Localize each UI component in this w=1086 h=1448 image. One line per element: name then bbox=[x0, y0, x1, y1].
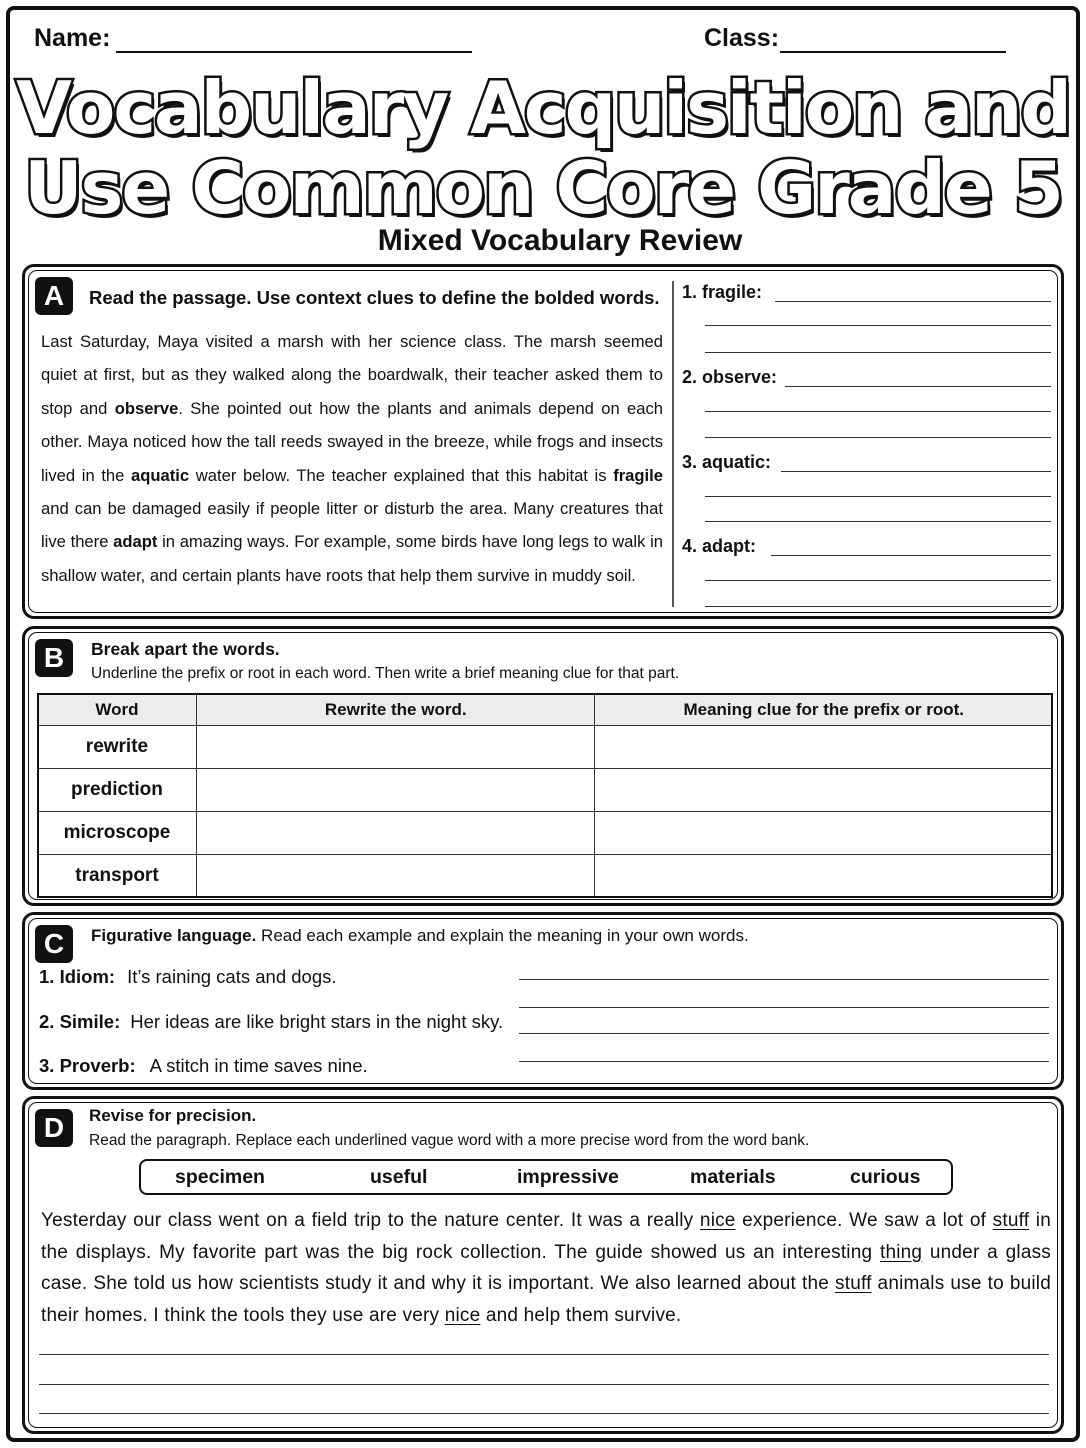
header-meaning-clue: Meaning clue for the prefix or root. bbox=[595, 694, 1053, 726]
word-bank-item: materials bbox=[690, 1166, 776, 1188]
meaning-cell[interactable] bbox=[595, 812, 1053, 855]
answer-line[interactable] bbox=[519, 1061, 1049, 1062]
word-bank-item: curious bbox=[850, 1166, 921, 1188]
name-field[interactable] bbox=[116, 51, 472, 53]
proverb-item bbox=[39, 1055, 368, 1077]
underlined-word: nice bbox=[444, 1304, 481, 1326]
section-d-badge: D bbox=[35, 1109, 73, 1147]
revision-paragraph: Yesterday our class went on a field trip to the nature center. It was a really nice experience. We saw a lot of stuff in the displays. My favorite part was the big rock collection. The guide showed us an interesting thing under a glass case. She told us how scientists study it and why it is important. We also learned about the stuff animals use to build their homes. I think the tools they use are very nice and help them survive. bbox=[41, 1210, 1052, 1326]
word-cell: rewrite bbox=[38, 726, 197, 769]
answer-line[interactable] bbox=[705, 496, 1051, 497]
table-header-row bbox=[38, 694, 1053, 726]
bold-word-observe: observe bbox=[114, 398, 179, 418]
answer-line[interactable] bbox=[705, 606, 1051, 607]
idiom-label: 1. Idiom: bbox=[39, 966, 116, 987]
answer-line[interactable] bbox=[519, 1007, 1049, 1008]
table-row bbox=[38, 855, 1053, 898]
simile-label: 2. Simile: bbox=[39, 1011, 121, 1032]
answer-line[interactable] bbox=[775, 301, 1051, 302]
answer-line[interactable] bbox=[705, 437, 1051, 438]
section-b-title: Break apart the words. bbox=[91, 639, 280, 659]
underlined-word: stuff bbox=[992, 1210, 1030, 1231]
bold-word-fragile: fragile bbox=[613, 465, 663, 485]
word-parts-table bbox=[37, 693, 1053, 898]
bold-word-adapt: adapt bbox=[113, 532, 158, 552]
word-bank-item: useful bbox=[370, 1166, 428, 1188]
word-bank-item: impressive bbox=[517, 1166, 619, 1188]
simile-item bbox=[39, 1011, 503, 1033]
word-cell: microscope bbox=[38, 812, 197, 855]
section-d bbox=[22, 1096, 1064, 1434]
class-label: Class: bbox=[704, 24, 780, 52]
word-cell: transport bbox=[38, 855, 197, 898]
answer-line[interactable] bbox=[519, 979, 1049, 980]
answer-line[interactable] bbox=[705, 325, 1051, 326]
section-d-title: Revise for precision. bbox=[89, 1106, 257, 1125]
meaning-cell[interactable] bbox=[595, 726, 1053, 769]
section-a-divider bbox=[672, 281, 674, 607]
term-aquatic-label: 3. aquatic: bbox=[682, 452, 772, 472]
word-bank bbox=[139, 1159, 953, 1195]
idiom-text: It’s raining cats and dogs. bbox=[127, 966, 337, 987]
name-label: Name: bbox=[34, 24, 111, 52]
rewrite-cell[interactable] bbox=[196, 726, 595, 769]
section-a-badge: A bbox=[35, 277, 73, 315]
rewrite-cell[interactable] bbox=[196, 855, 595, 898]
section-a-passage: Last Saturday, Maya visited a marsh with her science class. The marsh seemed quiet at first, but as they walked along the boardwalk, their teacher asked them to stop and observe. She pointed out how the plants and animals depend on each other. Maya noticed how the tall reeds swayed in the breeze, while frogs and insects lived in the aquatic water below. The teacher explained that this habitat is fragile and can be damaged easily if people litter or disturb the area. Many creatures that live there adapt in amazing ways. For example, some birds have long legs to walk in shallow water, and certain plants have roots that help them survive in muddy soil. bbox=[41, 332, 663, 585]
simile-text: Her ideas are like bright stars in the night sky. bbox=[130, 1011, 504, 1032]
section-b-badge: B bbox=[35, 639, 73, 677]
section-a-instruction: Read the passage. Use context clues to define the bolded words. bbox=[89, 287, 660, 308]
answer-line[interactable] bbox=[771, 555, 1051, 556]
worksheet-title-line1: Vocabulary Acquisition and bbox=[16, 66, 1070, 150]
section-b bbox=[22, 626, 1064, 906]
answer-line[interactable] bbox=[39, 1413, 1049, 1414]
answer-line[interactable] bbox=[39, 1354, 1049, 1355]
header-word: Word bbox=[38, 694, 197, 726]
term-observe-label: 2. observe: bbox=[682, 367, 778, 387]
section-c-badge: C bbox=[35, 925, 73, 963]
section-b-subtitle: Underline the prefix or root in each word. Then write a brief meaning clue for that part. bbox=[91, 665, 680, 682]
worksheet-title-line2: Use Common Core Grade 5 bbox=[24, 146, 1062, 230]
section-c bbox=[22, 912, 1064, 1090]
table-row bbox=[38, 726, 1053, 769]
answer-line[interactable] bbox=[785, 386, 1051, 387]
proverb-label: 3. Proverb: bbox=[39, 1055, 136, 1076]
answer-line[interactable] bbox=[519, 1033, 1049, 1034]
answer-line[interactable] bbox=[705, 411, 1051, 412]
underlined-word: stuff bbox=[835, 1273, 872, 1294]
answer-line[interactable] bbox=[705, 352, 1051, 353]
class-field[interactable] bbox=[780, 51, 1006, 53]
term-fragile-label: 1. fragile: bbox=[682, 282, 763, 302]
header-rewrite: Rewrite the word. bbox=[196, 694, 595, 726]
answer-line[interactable] bbox=[705, 580, 1051, 581]
rewrite-cell[interactable] bbox=[196, 812, 595, 855]
word-bank-item: specimen bbox=[175, 1166, 265, 1188]
idiom-item bbox=[39, 966, 337, 988]
answer-line[interactable] bbox=[39, 1384, 1049, 1385]
rewrite-cell[interactable] bbox=[196, 769, 595, 812]
word-cell: prediction bbox=[38, 769, 197, 812]
underlined-word: thing bbox=[879, 1241, 923, 1263]
underlined-word: nice bbox=[699, 1210, 736, 1231]
proverb-text: A stitch in time saves nine. bbox=[149, 1055, 368, 1076]
meaning-cell[interactable] bbox=[595, 855, 1053, 898]
section-d-subtitle: Read the paragraph. Replace each underlined vague word with a more precise word from the word bank. bbox=[89, 1132, 810, 1149]
worksheet-subtitle: Mixed Vocabulary Review bbox=[377, 224, 743, 257]
table-row bbox=[38, 812, 1053, 855]
section-a bbox=[22, 264, 1064, 619]
section-c-title: Figurative language. Read each example and explain the meaning in your own words. bbox=[91, 926, 749, 945]
answer-line[interactable] bbox=[705, 521, 1051, 522]
answer-line[interactable] bbox=[781, 471, 1051, 472]
table-row bbox=[38, 769, 1053, 812]
bold-word-aquatic: aquatic bbox=[131, 465, 190, 485]
term-adapt-label: 4. adapt: bbox=[682, 536, 757, 556]
meaning-cell[interactable] bbox=[595, 769, 1053, 812]
